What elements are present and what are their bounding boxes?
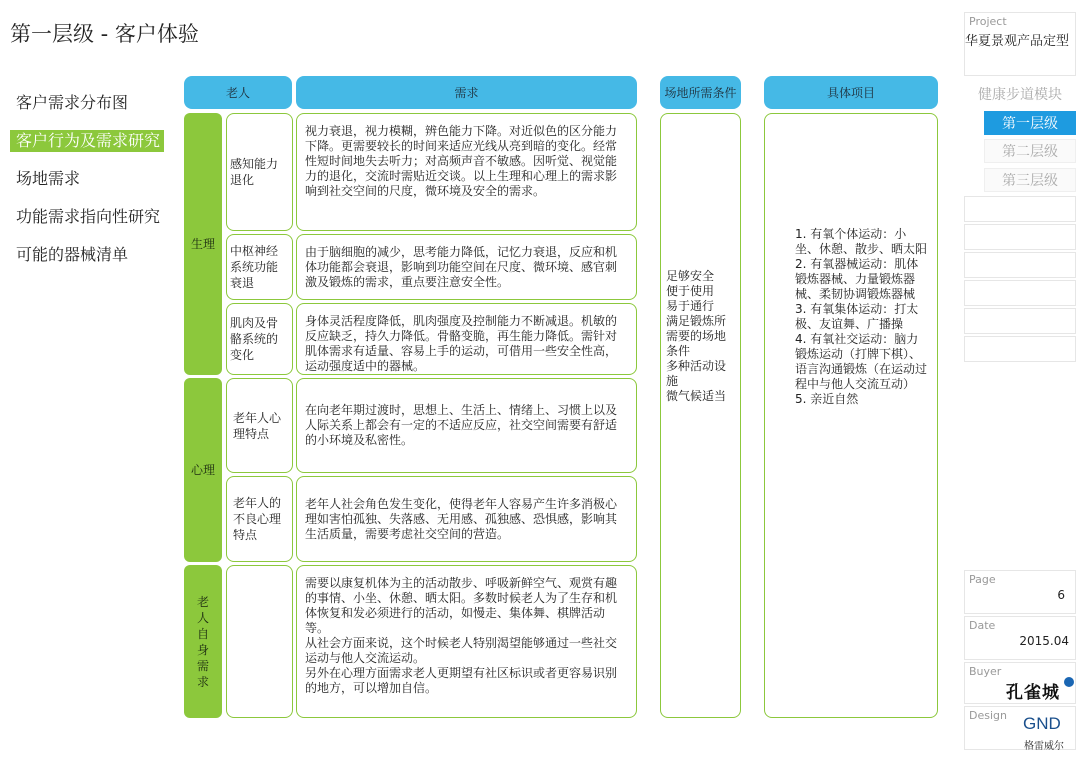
page-number: 6 bbox=[1057, 588, 1065, 602]
sidebar-blank-6 bbox=[964, 336, 1076, 362]
row-sub-self bbox=[226, 565, 293, 718]
nav-item-behavior-research[interactable]: 客户行为及需求研究 bbox=[10, 130, 164, 152]
sidebar-blank-3 bbox=[964, 252, 1076, 278]
date-value: 2015.04 bbox=[1019, 634, 1069, 648]
level-tab-1[interactable]: 第一层级 bbox=[984, 111, 1076, 135]
row-desc-nervous: 由于脑细胞的减少，思考能力降低，记忆力衰退，反应和机体功能都会衰退，影响到功能空间在尺度、微环境、感官刺激及锻炼的需求，重点要注意安全性。 bbox=[296, 234, 637, 300]
row-sub-muscle: 肌肉及骨骼系统的变化 bbox=[226, 303, 293, 375]
sidebar-blank-2 bbox=[964, 224, 1076, 250]
nav-item-distribution[interactable]: 客户需求分布图 bbox=[16, 93, 129, 112]
sidebar-blank-1 bbox=[964, 196, 1076, 222]
row-sub-perception: 感知能力退化 bbox=[226, 113, 293, 231]
project-label: Project bbox=[969, 15, 1007, 28]
row-desc-muscle: 身体灵活程度降低，肌肉强度及控制能力不断减退。机敏的反应缺乏，持久力降低。骨骼变脆，再生能力降低。需针对肌体需求有适量、容易上手的运动，可借用一些安全性高，运动强度适中的器械。 bbox=[296, 303, 637, 375]
nav-item-site-needs[interactable]: 场地需求 bbox=[16, 169, 81, 188]
project-value: 华夏景观产品定型 bbox=[965, 34, 1070, 49]
row-desc-self: 需要以康复机体为主的活动散步、呼吸新鲜空气、观赏有趣的事情、小坐、休憩、晒太阳。多数时候老人为了生存和机体恢复和发必须进行的活动，如慢走、集体舞、棋牌活动等。 从社会方面来说，这个时候老人特别渴望能够通过一些社交运动与他人交流运动。 另外在心理方面需求老人更期望有社区标识或者更容易识别的地方，可以增加自信。 bbox=[296, 565, 637, 718]
category-psychology: 心理 bbox=[184, 378, 222, 562]
header-needs: 需求 bbox=[296, 76, 637, 109]
project-box bbox=[964, 12, 1076, 76]
header-site-conditions: 场地所需条件 bbox=[660, 76, 741, 109]
row-sub-bad-psych: 老年人的不良心理特点 bbox=[226, 476, 293, 562]
category-physiology: 生理 bbox=[184, 113, 222, 375]
sidebar-blank-5 bbox=[964, 308, 1076, 334]
level-tab-3[interactable]: 第三层级 bbox=[984, 168, 1076, 192]
header-elderly: 老人 bbox=[184, 76, 292, 109]
left-nav bbox=[10, 92, 164, 282]
date-label: Date bbox=[969, 619, 996, 632]
design-logo-sub: 格雷威尔 bbox=[1024, 741, 1064, 752]
row-desc-perception: 视力衰退，视力模糊，辨色能力下降。对近似色的区分能力下降。更需要较长的时间来适应光线从亮到暗的变化。经常性短时间地失去听力；对高频声音不敏感。因听觉、视觉能力的退化，交流时需贴近交谈。以上生理和心理上的需求影响到社交空间的尺度，微环境及安全的需求。 bbox=[296, 113, 637, 231]
page-title: 第一层级 - 客户体验 bbox=[10, 22, 199, 46]
buyer-label: Buyer bbox=[969, 665, 1002, 678]
buyer-logo-mark-icon bbox=[1064, 677, 1074, 687]
page-label: Page bbox=[969, 573, 996, 586]
module-label: 健康步道模块 bbox=[978, 87, 1062, 103]
row-sub-nervous: 中枢神经系统功能衰退 bbox=[226, 234, 293, 300]
page-box bbox=[964, 570, 1076, 614]
level-tab-2[interactable]: 第二层级 bbox=[984, 139, 1076, 163]
nav-item-equipment-list[interactable]: 可能的器械清单 bbox=[16, 245, 129, 264]
category-self-needs: 老人自身需求 bbox=[184, 565, 222, 718]
date-box bbox=[964, 616, 1076, 660]
buyer-logo: 孔雀城 bbox=[1006, 683, 1060, 703]
row-desc-bad-psych: 老年人社会角色发生变化，使得老年人容易产生许多消极心理如害怕孤独、失落感、无用感、孤独感、恐惧感，影响其生活质量，需要考虑社交空间的营造。 bbox=[296, 476, 637, 562]
specific-items-cell: 1. 有氧个体运动：小坐、休憩、散步、晒太阳 2. 有氧器械运动：肌体锻炼器械、力量锻炼器械、柔韧协调锻炼器械 3. 有氧集体运动：打太极、友谊舞、广播操 4. 有氧社交运动：脑力锻炼运动（打牌下棋）、语言沟通锻炼（在运动过程中与他人交流互动） 5. 亲近自然 bbox=[764, 113, 938, 718]
design-logo: GND bbox=[1023, 714, 1061, 733]
sidebar-blank-4 bbox=[964, 280, 1076, 306]
row-desc-psych-traits: 在向老年期过渡时，思想上、生活上、情绪上、习惯上以及人际关系上都会有一定的不适应反应，社交空间需要有舒适的小环境及私密性。 bbox=[296, 378, 637, 473]
row-sub-psych-traits: 老年人心理特点 bbox=[226, 378, 293, 473]
header-items: 具体项目 bbox=[764, 76, 938, 109]
design-label: Design bbox=[969, 709, 1007, 722]
nav-item-function-research[interactable]: 功能需求指向性研究 bbox=[16, 207, 161, 226]
site-conditions-cell: 足够安全 便于使用 易于通行 满足锻炼所需要的场地条件 多种活动设施 微气候适当 bbox=[660, 113, 741, 718]
